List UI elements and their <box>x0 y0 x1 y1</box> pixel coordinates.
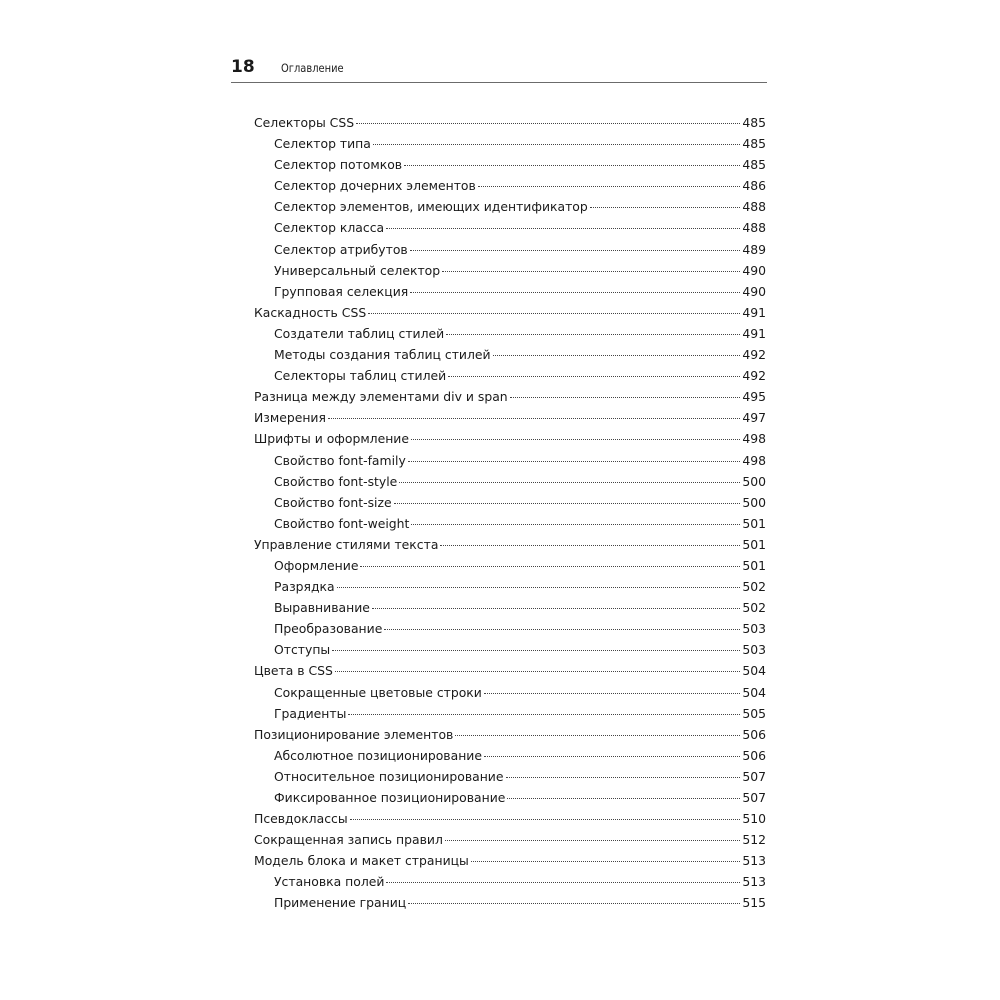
dot-leader <box>446 334 740 335</box>
toc-entry-page: 515 <box>742 895 766 911</box>
toc-entry-page: 490 <box>742 262 766 278</box>
toc-entry[interactable] <box>254 892 766 913</box>
toc-entry-title: Разница между элементами div и span <box>254 389 508 405</box>
dot-leader <box>332 650 740 651</box>
dot-leader <box>411 439 740 440</box>
toc-entry[interactable] <box>254 154 766 175</box>
dot-leader <box>356 123 740 124</box>
toc-entry-title: Преобразование <box>274 621 383 637</box>
toc-entry-page: 507 <box>742 768 766 784</box>
toc-entry[interactable] <box>254 724 766 745</box>
toc-entry[interactable] <box>254 302 766 323</box>
toc-entry[interactable] <box>254 196 766 217</box>
toc-entry-page: 507 <box>742 790 766 805</box>
toc-entry[interactable] <box>254 365 766 386</box>
toc-entry[interactable] <box>254 555 766 576</box>
toc-entry-title: Относительное позиционирование <box>274 768 504 784</box>
dot-leader <box>350 819 741 820</box>
toc-entry[interactable] <box>254 407 766 428</box>
toc-entry-title: Применение границ <box>274 895 407 911</box>
dot-leader <box>386 228 740 229</box>
toc-entry-page: 513 <box>742 874 766 890</box>
toc-entry-page: 491 <box>742 304 766 320</box>
toc-entry-page: 497 <box>742 410 766 426</box>
toc-entry-title: Селекторы CSS <box>254 115 355 130</box>
page-header <box>231 56 767 83</box>
dot-leader <box>471 861 741 862</box>
toc-entry[interactable] <box>254 850 766 871</box>
toc-entry[interactable] <box>254 639 766 660</box>
toc-entry-title: Измерения <box>254 410 326 426</box>
toc-entry-page: 501 <box>742 557 766 573</box>
toc-entry[interactable] <box>254 344 766 365</box>
toc-entry-title: Сокращенные цветовые строки <box>274 684 482 700</box>
dot-leader <box>510 397 741 398</box>
dot-leader <box>384 629 740 630</box>
running-title: Оглавление <box>281 61 344 75</box>
page-number: 18 <box>231 57 255 77</box>
toc-entry-title: Групповая селекция <box>274 283 409 299</box>
toc-entry-title: Методы создания таблиц стилей <box>274 347 491 363</box>
toc-entry-title: Селекторы таблиц стилей <box>274 368 447 384</box>
toc-entry[interactable] <box>254 112 766 133</box>
toc-entry-title: Псевдоклассы <box>254 811 348 827</box>
toc-entry-title: Модель блока и макет страницы <box>254 853 469 869</box>
toc-entry-page: 490 <box>742 283 766 299</box>
toc-entry-title: Селектор атрибутов <box>274 241 408 257</box>
toc-entry-title: Каскадность CSS <box>254 304 367 320</box>
toc-entry-title: Селектор дочерних элементов <box>274 178 476 194</box>
dot-leader <box>507 798 740 799</box>
toc-entry-page: 492 <box>742 347 766 363</box>
dot-leader <box>442 271 740 272</box>
toc-entry[interactable] <box>254 787 766 808</box>
dot-leader <box>445 840 740 841</box>
toc-entry[interactable] <box>254 471 766 492</box>
dot-leader <box>372 608 740 609</box>
toc-entry-page: 503 <box>742 642 766 658</box>
dot-leader <box>484 756 740 757</box>
toc-entry-title: Выравнивание <box>274 600 370 616</box>
toc-entry-title: Свойство font-family <box>274 452 406 468</box>
toc-entry-title: Цвета в CSS <box>254 663 333 679</box>
toc-entry-page: 504 <box>742 684 766 700</box>
dot-leader <box>373 144 740 145</box>
toc-entry[interactable] <box>254 281 766 302</box>
toc-entry-title: Градиенты <box>274 705 347 721</box>
toc-entry-page: 501 <box>742 536 766 552</box>
toc-entry[interactable] <box>254 597 766 618</box>
dot-leader <box>335 671 740 672</box>
toc-entry-title: Создатели таблиц стилей <box>274 325 445 341</box>
dot-leader <box>408 903 740 904</box>
toc-entry-page: 489 <box>742 241 766 257</box>
toc-entry-page: 485 <box>742 115 766 130</box>
toc-entry-page: 498 <box>742 431 766 447</box>
toc-entry-title: Управление стилями текста <box>254 536 439 552</box>
dot-leader <box>348 714 740 715</box>
toc-entry-title: Свойство font-weight <box>274 515 410 531</box>
toc-entry-page: 510 <box>742 811 766 827</box>
toc-entry-title: Свойство font-size <box>274 494 392 510</box>
toc-entry-page: 492 <box>742 368 766 384</box>
dot-leader <box>337 587 741 588</box>
toc-entry[interactable] <box>254 386 766 407</box>
toc-entry-page: 500 <box>742 494 766 510</box>
dot-leader <box>478 186 741 187</box>
toc-entry-page: 501 <box>742 515 766 531</box>
toc-entry[interactable] <box>254 133 766 154</box>
toc-entry-page: 488 <box>742 220 766 236</box>
toc-entry-page: 506 <box>742 747 766 763</box>
dot-leader <box>448 376 740 377</box>
toc-entry-page: 498 <box>742 452 766 468</box>
toc-entry-title: Сокращенная запись правил <box>254 832 443 848</box>
toc-entry-title: Шрифты и оформление <box>254 431 409 447</box>
toc-entry[interactable] <box>254 323 766 344</box>
toc-entry-title: Оформление <box>274 557 359 573</box>
dot-leader <box>360 566 740 567</box>
toc-entry-title: Установка полей <box>274 874 385 890</box>
dot-leader <box>408 461 741 462</box>
toc-entry[interactable] <box>254 175 766 196</box>
toc-entry-title: Отступы <box>274 642 331 658</box>
toc-entry[interactable] <box>254 492 766 513</box>
toc-entry-page: 485 <box>742 136 766 152</box>
dot-leader <box>410 292 740 293</box>
toc-entry-page: 506 <box>742 726 766 742</box>
toc-entry-page: 513 <box>742 853 766 869</box>
toc-entry-page: 491 <box>742 325 766 341</box>
dot-leader <box>455 735 740 736</box>
dot-leader <box>410 250 741 251</box>
toc-entry[interactable] <box>254 534 766 555</box>
dot-leader <box>411 524 740 525</box>
dot-leader <box>506 777 741 778</box>
toc-entry[interactable] <box>254 871 766 892</box>
toc-entry-title: Позиционирование элементов <box>254 726 454 742</box>
toc-entry-title: Селектор потомков <box>274 157 403 173</box>
toc-entry-title: Селектор элементов, имеющих идентификатор <box>274 199 588 215</box>
toc-entry[interactable] <box>254 682 766 703</box>
toc-entry-page: 500 <box>742 473 766 489</box>
toc-entry[interactable] <box>254 260 766 281</box>
toc-entry[interactable] <box>254 660 766 681</box>
toc-entry-page: 512 <box>742 832 766 848</box>
dot-leader <box>368 313 740 314</box>
dot-leader <box>394 503 741 504</box>
toc-entry-page: 503 <box>742 621 766 637</box>
toc-entry-page: 502 <box>742 600 766 616</box>
dot-leader <box>590 207 741 208</box>
toc-entry-title: Универсальный селектор <box>274 262 441 278</box>
dot-leader <box>399 482 740 483</box>
toc-entry-page: 485 <box>742 157 766 173</box>
toc-entry[interactable] <box>254 745 766 766</box>
dot-leader <box>493 355 741 356</box>
dot-leader <box>404 165 740 166</box>
toc-entry[interactable] <box>254 217 766 238</box>
toc-entry-title: Селектор класса <box>274 220 385 236</box>
toc-entry[interactable] <box>254 766 766 787</box>
toc-entry[interactable] <box>254 576 766 597</box>
toc-entry[interactable] <box>254 808 766 829</box>
dot-leader <box>484 693 741 694</box>
dot-leader <box>328 418 740 419</box>
toc-entry-title: Свойство font-style <box>274 473 398 489</box>
toc-entry-title: Селектор типа <box>274 136 371 152</box>
toc-entry[interactable] <box>254 239 766 260</box>
toc-entry-page: 505 <box>742 705 766 721</box>
toc-entry-title: Абсолютное позиционирование <box>274 747 482 763</box>
toc-entry[interactable] <box>254 703 766 724</box>
toc-entry[interactable] <box>254 428 766 449</box>
dot-leader <box>386 882 740 883</box>
toc-entry[interactable] <box>254 829 766 850</box>
toc-entry-page: 495 <box>742 389 766 405</box>
toc-entry-title: Фиксированное позиционирование <box>274 790 506 805</box>
dot-leader <box>440 545 740 546</box>
toc-entry[interactable] <box>254 618 766 639</box>
toc-entry-page: 486 <box>742 178 766 194</box>
toc-entry-title: Разрядка <box>274 579 335 595</box>
toc-entry-page: 504 <box>742 663 766 679</box>
toc-entry[interactable] <box>254 513 766 534</box>
toc-entry-page: 502 <box>742 579 766 595</box>
toc-entry-page: 488 <box>742 199 766 215</box>
table-of-contents <box>254 112 766 914</box>
toc-entry[interactable] <box>254 450 766 471</box>
